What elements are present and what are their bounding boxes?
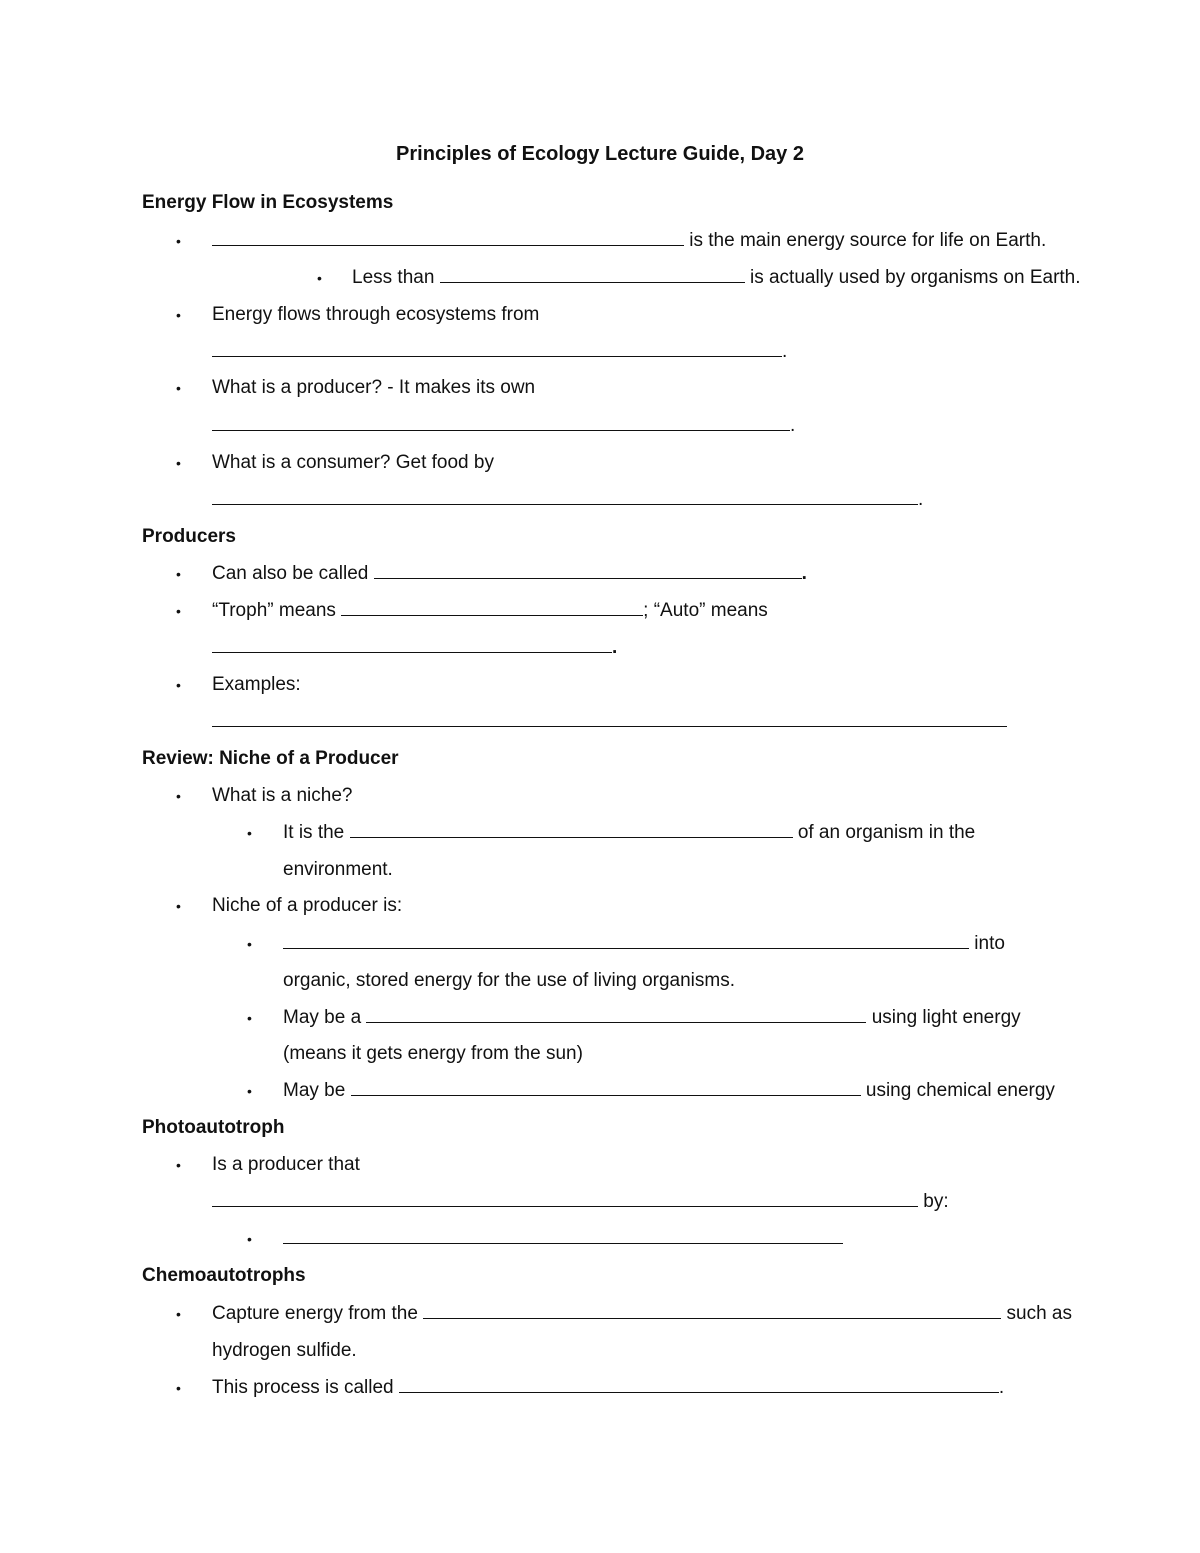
period: . [612,637,618,658]
list-item-energy-source [212,230,1046,252]
bullet-marker: • [176,566,181,582]
item-text: into [974,933,1005,954]
item-text: Capture energy from the [212,1303,418,1324]
list-item-producer-question: What is a producer? - It makes its own [212,377,536,398]
fill-in-blank[interactable] [399,1377,999,1393]
bullet-marker: • [247,1231,252,1247]
period: . [782,341,788,362]
continuation-text: environment. [283,859,393,880]
period: . [790,415,796,436]
fill-in-blank[interactable] [283,1228,843,1244]
answer-line [212,711,1007,733]
item-text: May be [283,1080,346,1101]
item-text: by: [923,1191,949,1212]
bullet-marker: • [247,936,252,952]
bullet-marker: • [176,1380,181,1396]
list-item-what-is-niche: What is a niche? [212,785,353,806]
item-text: ; “Auto” means [643,600,768,621]
bullet-marker: • [176,603,181,619]
answer-line [212,489,923,511]
answer-line [212,415,795,437]
item-text: such as [1006,1303,1072,1324]
list-item-capture-energy [212,1303,1072,1325]
list-item-producer-that: Is a producer that [212,1154,360,1175]
continuation-text: (means it gets energy from the sun) [283,1043,583,1064]
bullet-marker: • [176,380,181,396]
item-text: using chemical energy [865,1080,1055,1101]
section-heading-producers: Producers [142,526,236,547]
fill-in-blank[interactable] [212,415,790,431]
item-text: This process is called [212,1377,394,1398]
bullet-marker: • [247,825,252,841]
item-text: is the main energy source for life on Earth. [689,230,1047,251]
list-item-energy-flows: Energy flows through ecosystems from [212,304,540,325]
section-heading-energy-flow: Energy Flow in Ecosystems [142,192,394,213]
bullet-marker: • [176,677,181,693]
list-item-may-be [283,1080,1055,1102]
list-item-may-be-a [283,1007,1021,1029]
item-text: Can also be called [212,563,369,584]
bullet-marker: • [176,1306,181,1322]
fill-in-blank[interactable] [212,637,612,653]
fill-in-blank[interactable] [283,933,969,949]
period: . [801,563,807,584]
item-text: “Troph” means [212,600,336,621]
period: . [998,1377,1005,1398]
list-item-it-is-the [283,822,975,844]
item-text: using light energy [871,1007,1021,1028]
page-title: Principles of Ecology Lecture Guide, Day 2 [396,143,804,165]
item-text: of an organism in the [797,822,976,843]
fill-in-blank[interactable] [212,341,782,357]
bullet-marker: • [317,270,322,286]
fill-in-blank[interactable] [423,1303,1001,1319]
fill-in-blank[interactable] [440,267,745,283]
fill-in-blank[interactable] [212,230,684,246]
item-text: May be a [283,1007,362,1028]
period: . [918,489,924,510]
item-text: is actually used by organisms on Earth. [749,267,1081,288]
item-text: Less than [352,267,435,288]
bullet-marker: • [176,788,181,804]
fill-in-blank[interactable] [366,1007,866,1023]
section-heading-photoautotroph: Photoautotroph [142,1117,285,1138]
list-item-into [283,933,1005,955]
bullet-marker: • [176,233,181,249]
list-item-process-called [212,1377,1004,1399]
fill-in-blank[interactable] [350,822,793,838]
fill-in-blank[interactable] [212,1191,918,1207]
bullet-marker: • [176,307,181,323]
item-text: It is the [283,822,345,843]
bullet-marker: • [247,1083,252,1099]
bullet-marker: • [176,1157,181,1173]
bullet-marker: • [247,1010,252,1026]
section-heading-chemoautotrophs: Chemoautotrophs [142,1265,306,1286]
answer-line [212,1191,949,1213]
list-item-examples: Examples: [212,674,301,695]
fill-in-blank[interactable] [212,489,918,505]
list-item-troph-means [212,600,768,622]
fill-in-blank[interactable] [212,711,1007,727]
list-item-niche-of-producer: Niche of a producer is: [212,895,403,916]
answer-line [212,341,787,363]
bullet-marker: • [176,898,181,914]
continuation-text: hydrogen sulfide. [212,1340,357,1361]
answer-line [283,1228,843,1250]
fill-in-blank[interactable] [374,563,802,579]
fill-in-blank[interactable] [341,600,643,616]
answer-line [212,637,617,659]
fill-in-blank[interactable] [351,1080,861,1096]
section-heading-niche: Review: Niche of a Producer [142,748,399,769]
list-item-consumer-question: What is a consumer? Get food by [212,452,494,473]
list-item-less-than [352,267,1081,289]
bullet-marker: • [176,455,181,471]
list-item-also-called [212,563,807,585]
continuation-text: organic, stored energy for the use of living organisms. [283,970,736,991]
